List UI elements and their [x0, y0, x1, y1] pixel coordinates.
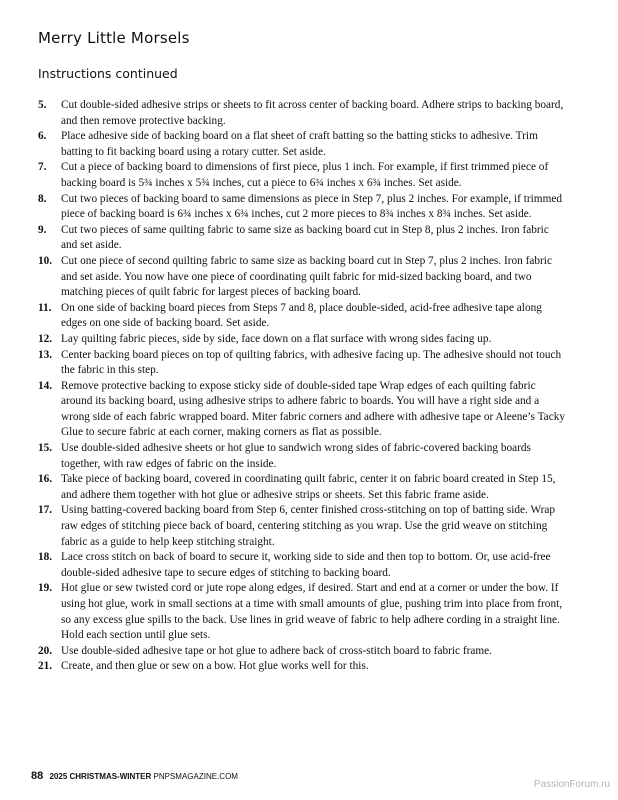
- step-number: 21.: [38, 660, 53, 673]
- step-text: Center backing board pieces on top of quilting fabrics, with adhesive facing up. The adhesive should not touch the fabric in this step.: [61, 348, 562, 377]
- step-number: 11.: [38, 301, 52, 314]
- step-number: 16.: [38, 473, 53, 486]
- instruction-step: [38, 192, 566, 223]
- page-title: Merry Little Morsels: [38, 29, 190, 47]
- step-number: 17.: [38, 504, 53, 517]
- step-number: 12.: [38, 332, 53, 345]
- step-text: Use double-sided adhesive tape or hot glue to adhere back of cross-stitch board to fabric frame.: [61, 644, 493, 657]
- step-text: Hot glue or sew twisted cord or jute rope along edges, if desired. Start and end at a corner or under the bow. If using hot glue, work in small sections at a time with small amounts of glue, pushing trim into place from front, so any excess glue spills to the back. Use lines in grid weave of fabric to help adhere cording in a straight line. Hold each section until glue sets.: [61, 582, 563, 642]
- instruction-step: [38, 503, 566, 550]
- instruction-step: [38, 254, 566, 301]
- instruction-step: [38, 332, 566, 348]
- step-text: Take piece of backing board, covered in coordinating quilt fabric, center it on fabric board created in Step 15, and adhere them together with hot glue or adhesive strips or sheets. Set this fabric frame aside.: [61, 473, 556, 501]
- step-number: 6.: [38, 130, 47, 143]
- step-text: On one side of backing board pieces from Steps 7 and 8, place double-sided, acid-free adhesive tape along edges on one side of backing board. Set aside.: [61, 301, 542, 330]
- step-number: 15.: [38, 442, 53, 455]
- instruction-step: [38, 644, 566, 660]
- instruction-step: [38, 550, 566, 581]
- step-number: 10.: [38, 254, 53, 267]
- step-text: Lay quilting fabric pieces, side by side, face down on a flat surface with wrong sides facing up.: [61, 332, 492, 345]
- instruction-step: [38, 441, 566, 472]
- step-text: Cut two pieces of backing board to same dimensions as piece in Step 7, plus 2 inches. For example, if trimmed piece of backing board is 6¾ inches x 6¾ inches, cut 2 more pieces to 8¾ inches x 8¾ inches. Set aside.: [61, 192, 563, 221]
- step-number: 8.: [38, 192, 47, 205]
- step-number: 13.: [38, 348, 53, 361]
- step-number: 19.: [38, 582, 53, 595]
- step-number: 5.: [38, 99, 47, 111]
- page-number: 88: [31, 770, 44, 782]
- instruction-step: [38, 659, 566, 675]
- step-number: 14.: [38, 379, 53, 392]
- instruction-step: [38, 160, 566, 191]
- step-text: Remove protective backing to expose sticky side of double-sided tape Wrap edges of each quilting fabric around its backing board, using adhesive strips to adhere fabric to boards. You will have a right side and a wrong side of each fabric wrapped board. Miter fabric corners and adhere with adhesive tape or Aleene’s Tacky Glue to secure fabric at each corner, making corners as flat as possible.: [61, 379, 566, 439]
- step-text: Lace cross stitch on back of board to secure it, working side to side and then top to bottom. Or, use acid-free double-sided adhesive tape to secure edges of stitching to backing board.: [61, 551, 551, 579]
- step-text: Create, and then glue or sew on a bow. Hot glue works well for this.: [61, 660, 369, 673]
- instruction-step: [38, 348, 566, 379]
- step-text: Cut a piece of backing board to dimensions of first piece, plus 1 inch. For example, if first trimmed piece of backing board is 5¾ inches x 5¾ inches, cut a piece to 6¾ inches x 6¾ inches. Set aside.: [61, 161, 549, 189]
- instruction-step: [38, 129, 566, 160]
- section-subtitle: Instructions continued: [38, 66, 178, 81]
- watermark: PassionForum.ru: [533, 779, 610, 790]
- site-label: PNPSMAGAZINE.COM: [153, 772, 238, 781]
- page-footer: [31, 770, 238, 782]
- instruction-step: [38, 472, 566, 503]
- step-text: Cut two pieces of same quilting fabric to same size as backing board cut in Step 8, plus 2 inches. Iron fabric and set aside.: [61, 223, 549, 252]
- step-number: 18.: [38, 551, 53, 564]
- step-number: 20.: [38, 644, 53, 657]
- instruction-step: [38, 98, 566, 129]
- step-text: Cut one piece of second quilting fabric to same size as backing board cut in Step 7, plus 2 inches. Iron fabric and set aside. You now have one piece of coordinating quilt fabric for mid-sized backing board, and two matching pieces of quilt fabric for largest pieces of backing board.: [61, 254, 552, 299]
- step-text: Using batting-covered backing board from Step 6, center finished cross-stitching on top of batting side. Wrap raw edges of stitching piece back of board, centering stitching as you wrap. Use the grid weave on stitching fabric as a guide to help keep stitching straight.: [61, 504, 556, 548]
- step-text: Place adhesive side of backing board on a flat sheet of craft batting so the batting sticks to adhesive. Trim batting to fit backing board using a rotary cutter. Set aside.: [61, 130, 538, 158]
- step-number: 7.: [38, 161, 47, 174]
- step-number: 9.: [38, 223, 47, 236]
- instruction-list: [38, 98, 566, 675]
- instruction-step: [38, 301, 566, 332]
- issue-label: 2025 CHRISTMAS-WINTER: [49, 772, 152, 781]
- instruction-step: [38, 581, 566, 643]
- instruction-step: [38, 223, 566, 254]
- instruction-step: [38, 379, 566, 441]
- step-text: Use double-sided adhesive sheets or hot glue to sandwich wrong sides of fabric-covered backing boards together, with raw edges of fabric on the inside.: [61, 442, 531, 470]
- step-text: Cut double-sided adhesive strips or sheets to fit across center of backing board. Adhere strips to backing board, and then remove protective backing.: [61, 99, 564, 127]
